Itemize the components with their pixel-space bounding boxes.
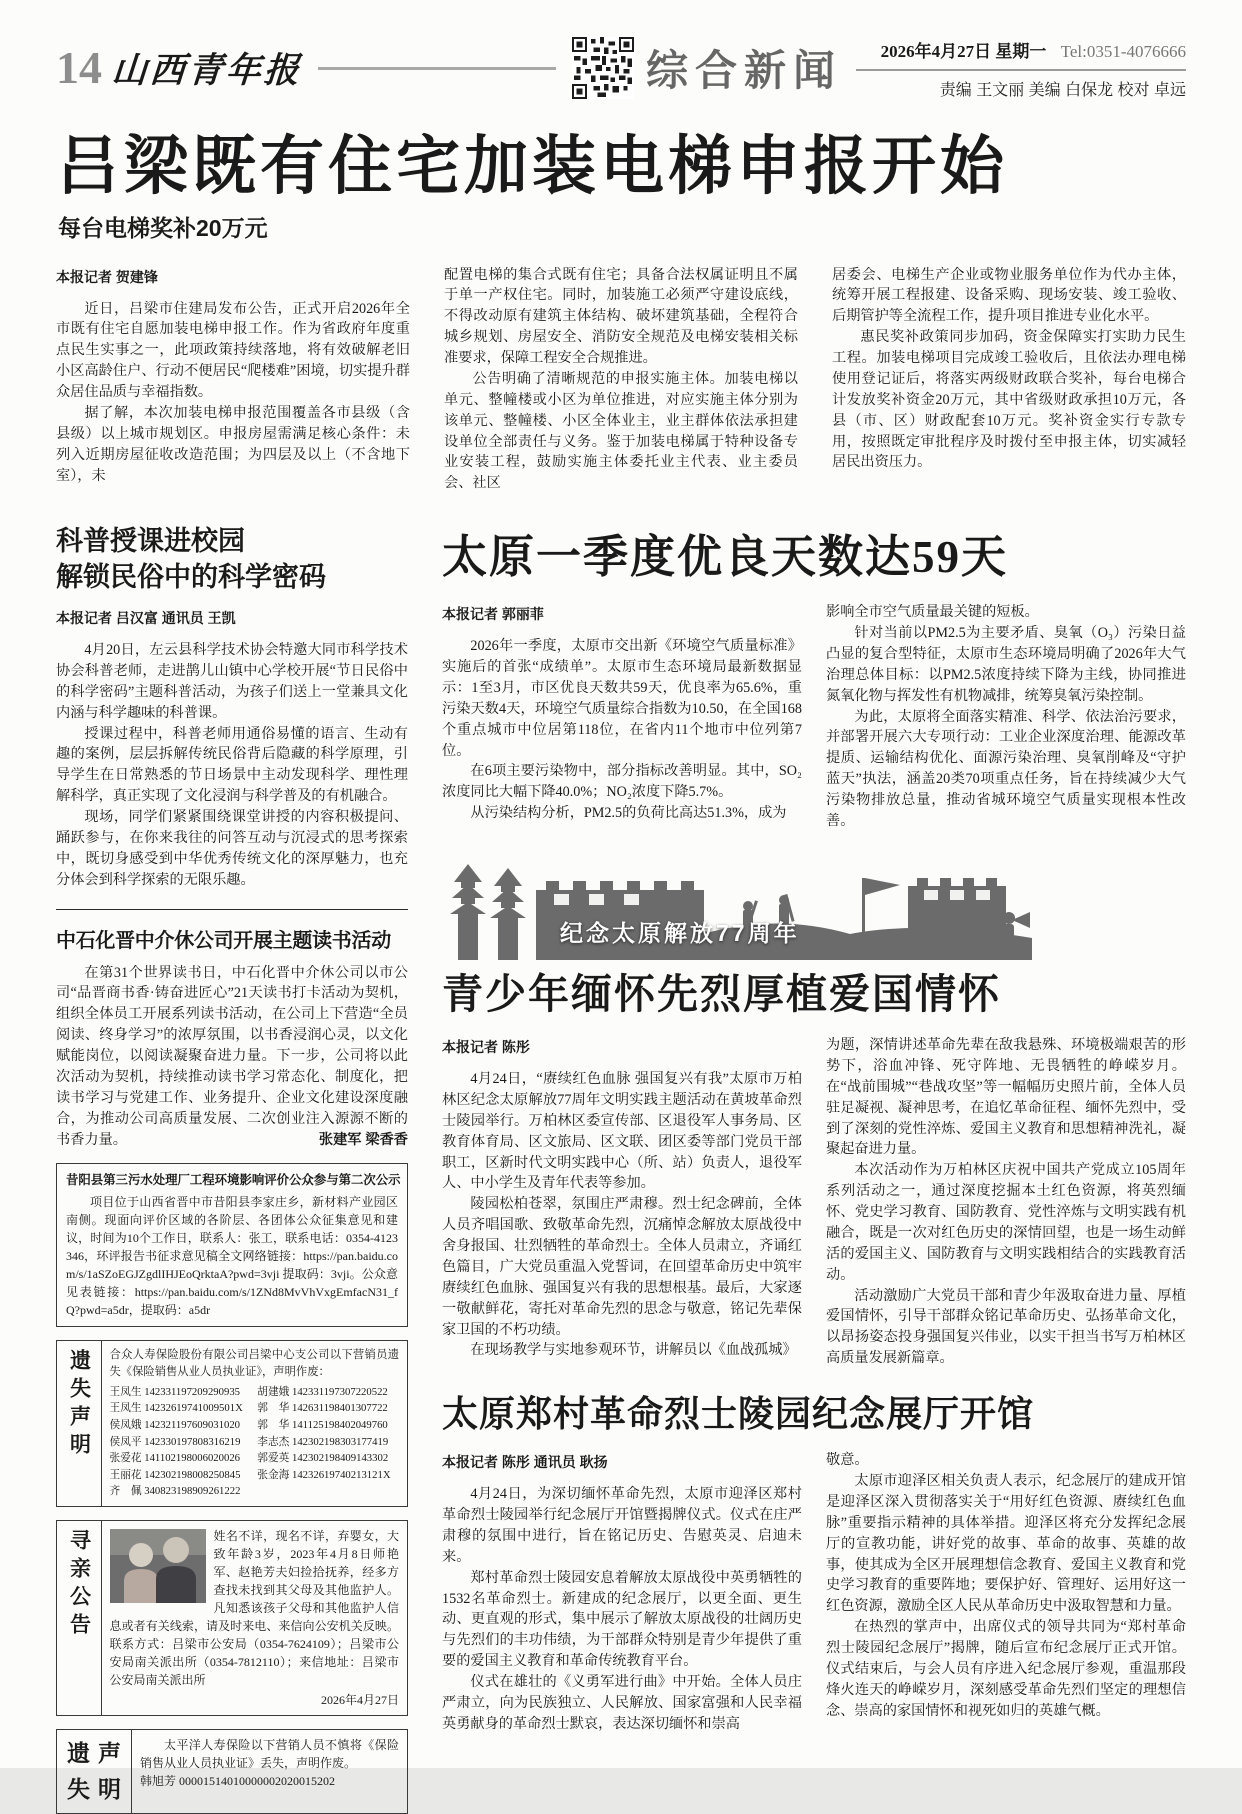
- page-number: 14: [56, 42, 102, 93]
- article-kepu: [56, 524, 408, 890]
- label-char: 声: [98, 1739, 121, 1766]
- paragraph: 现场，同学们紧紧围绕课堂讲授的内容积极提问、踊跃参与，在你来我往的问答互动与沉浸式的思考探索中，既切身感受到中华优秀传统文化的深厚魅力，也充分体会到科学探索的无限乐趣。: [56, 809, 408, 888]
- list-item: [110, 1384, 400, 1401]
- masthead: [56, 30, 1186, 106]
- paragraph: 惠民奖补政策同步加码，资金保障实打实助力民生工程。加装电梯项目完成竣工验收后，且依法办理电梯使用登记证后，将落实两级财政联合奖补，每台电梯合计发放奖补资金20万元，其中省级财政承担10万元，各县（市、区）财政配套10万元。奖补资金实行专款专用，按照既定审批程序及时拨付至申报主体，切实减轻居民出资压力。: [832, 329, 1186, 471]
- notice-xiyang-body: 项目位于山西省晋中市昔阳县李家庄乡，新材料产业园区南侧。现面向评价区域的各阶层、各团体公众征集意见和建议，时间为10个工作日，联系人：张工，联系电话：0354-4123346，环评报告书征求意见稿全文网络链接：https://pan.baidu.com/s/1aSZoEGJZgdlIHJEoQrktaA?pwd=3vji 提取码：3vji。公众意见表链接：https://pan.baidu.com/s/1ZNd8MvVhVxgEmfacN31_fQ?pwd=a5dr，提取码：a5dr: [66, 1195, 398, 1318]
- paragraph: 近日，吕梁市住建局发布公告，正式开启2026年全市既有住宅自愿加装电梯申报工作。作为省政府年度重点民生实事之一，此项政策持续落地，将有效破解老旧小区高龄住户、行动不便居民“爬楼难”困境，切实提升群众居住品质与幸福指数。: [56, 300, 410, 401]
- notice-yishi-hezhong-content: [102, 1341, 408, 1506]
- paragraph: 4月24日，为深切缅怀革命先烈，太原市迎泽区郑村革命烈士陵园举行纪念展厅开馆暨揭牌仪式。仪式在庄严肃穆的氛围中进行，旨在铭记历史、告慰英灵、启迪未来。: [442, 1486, 802, 1565]
- id-cell: 侯凤平 142330197808316219: [109, 1435, 241, 1448]
- air-column-2: [826, 602, 1186, 832]
- id-cell: 王凤生 142331197209290935: [109, 1385, 241, 1398]
- notice-xiyang: [56, 1163, 408, 1327]
- air-headline: 太原一季度优良天数达59天: [442, 532, 1009, 583]
- section-title: 综合新闻: [645, 49, 842, 95]
- notice-xunqin-date: 2026年4月27日: [320, 1692, 399, 1707]
- notice-yishi-taipingyang-body: 太平洋人寿保险以下营销人员不慎将《保险销售从业人员执业证》丢失，声明作废。: [140, 1737, 399, 1770]
- paragraph: 为题，深情讲述革命先辈在敌我悬殊、环境极端艰苦的形势下，浴血冲锋、死守阵地、无畏牺牲的峥嵘岁月。在“战前围城”“巷战攻坚”等一幅幅历史照片前，全体人员驻足凝视、凝神思考，在追忆革命征程、缅怀先烈中，受到了深刻的党性淬炼、爱国主义教育和思想精神洗礼，凝聚起奋进力量。: [826, 1037, 1186, 1158]
- id-list: [110, 1384, 400, 1500]
- qingshaonian-body: [442, 1035, 1186, 1369]
- notice-xunqin-label: 寻亲公告: [57, 1521, 102, 1715]
- notice-yishi-taipingyang-entry: 韩旭芳 00001514010000002020015202: [140, 1773, 336, 1788]
- list-item: [110, 1450, 400, 1467]
- qingshaonian-column-1: [442, 1035, 802, 1369]
- lead-column-2: [444, 265, 798, 495]
- notice-yishi-hezhong-intro: 合众人寿保险股份有限公司吕梁中心支公司以下营销员遗失《保险销售从业人员执业证》，声明作废：: [109, 1349, 399, 1378]
- paragraph: 2026年一季度，太原市交出新《环境空气质量标准》实施后的首张“成绩单”。太原市生态环境局最新数据显示：1至3月，市区优良天数共59天，优良率为65.6%，重污染天数4天，环境空气质量综合指数为10.50，在全国168个重点城市中位居第118位，在省内11个地市中位列第7位。: [442, 638, 802, 759]
- paragraph: 在6项主要污染物中，部分指标改善明显。其中，SO₂浓度同比大幅下降40.0%；NO₂浓度下降5.7%。: [442, 763, 802, 801]
- zhengcun-byline: 本报记者 陈彤 通讯员 耿扬: [442, 1454, 608, 1471]
- left-section: [56, 520, 408, 1814]
- paragraph: [56, 963, 408, 1151]
- article-zhongshihua: [56, 924, 408, 1151]
- id-cell: 侯凤娥 142321197609031020: [109, 1419, 241, 1432]
- id-cell: 王凤生 14232619741009501X: [109, 1402, 243, 1415]
- id-cell: 张金海 14232619740213121X: [257, 1468, 391, 1481]
- air-byline: 本报记者 郭丽菲: [442, 606, 544, 623]
- label-char: 失: [67, 1776, 90, 1803]
- qingshaonian-column-2: [826, 1035, 1186, 1369]
- section-divider: [56, 909, 408, 910]
- kepu-byline: 本报记者 吕汉富 通讯员 王凯: [56, 610, 236, 627]
- zhongshihua-authors: 张建军 梁香香: [318, 1131, 408, 1148]
- notice-yishi-taipingyang: [56, 1729, 408, 1814]
- banner-title: 纪念太原解放77周年: [560, 919, 800, 946]
- right-section: [442, 520, 1186, 1814]
- tel-text: Tel:0351-4076666: [1060, 41, 1186, 61]
- lead-headline: 吕梁既有住宅加装电梯申报开始: [56, 131, 1008, 202]
- notice-yishi-hezhong-label: 遗失声明: [57, 1341, 102, 1506]
- notice-yishi-taipingyang-label: [57, 1730, 132, 1813]
- paragraph: 活动激励广大党员干部和青少年汲取奋进力量、厚植爱国情怀，引导干部群众铭记革命历史、弘扬革命文化，以昂扬姿态投身强国复兴伟业，以实干担当书写万柏林区高质量发展新篇章。: [826, 1287, 1186, 1367]
- paragraph: 4月24日，“赓续红色血脉 强国复兴有我”太原市万柏林区纪念太原解放77周年文明实践主题活动在黄坡革命烈士陵园举行。万柏林区委宣传部、区退役军人事务局、区教育体育局、区文旅局、区文联、团区委等部门党员干部职工，区新时代文明实践中心（所、站）负责人，退役军人、中小学生及青年代表等参加。: [442, 1071, 802, 1192]
- list-item: [110, 1417, 400, 1434]
- lead-subhead: 每台电梯奖补20万元: [58, 214, 268, 241]
- id-cell: 王丽花 142302198008250845: [109, 1468, 241, 1481]
- main-grid: [56, 520, 1186, 1814]
- paragraph: 在现场教学与实地参观环节，讲解员以《血战孤城》: [470, 1342, 797, 1359]
- article-zhengcun: [442, 1393, 1186, 1735]
- id-cell: 郭爱英 142302198409143302: [257, 1452, 389, 1465]
- air-body: [442, 602, 1186, 832]
- editors-line: 责编 王文丽 美编 白保龙 校对 卓远: [939, 81, 1186, 99]
- paragraph: 公告明确了清晰规范的申报实施主体。加装电梯以单元、整幢楼或小区为单位推进，对应实施主体分别为该单元、整幢楼、小区全体业主，业主群体依法承担建设单位全部责任与义务。鉴于加装电梯属于特种设备专业安装工程，鼓励实施主体委托业主代表、业主委员会、社区: [444, 370, 798, 492]
- zhengcun-body: [442, 1450, 1186, 1735]
- paragraph: 据了解，本次加装电梯申报范围覆盖各市县级（含县级）以上城市规划区。申报房屋需满足核心条件：未列入近期房屋征收改造范围；为四层及以上（不含地下室），未: [56, 404, 410, 484]
- paragraph: 从污染结构分析，PM2.5的负荷比高达51.3%，成为: [470, 805, 787, 822]
- paragraph: 郑村革命烈士陵园安息着解放太原战役中英勇牺牲的1532名革命烈士。新建成的纪念展厅，以更全面、更生动、更直观的形式，集中展示了解放太原战役的壮阔历史与先烈们的丰功伟绩，为干部群众特别是青少年提供了重要的爱国主义教育和革命传统教育平台。: [442, 1569, 802, 1670]
- zhengcun-column-2: [826, 1450, 1186, 1735]
- label-char: 明: [98, 1776, 121, 1803]
- lead-column-1: [56, 265, 410, 495]
- qingshaonian-headline: 青少年缅怀先烈厚植爱国情怀: [442, 970, 1001, 1017]
- kepu-headline-line1: 科普授课进校园: [56, 526, 245, 557]
- list-item: [110, 1467, 400, 1484]
- zhengcun-headline: 太原郑村革命烈士陵园纪念展厅开馆: [442, 1394, 1035, 1435]
- paragraph: 陵园松柏苍翠，氛围庄严肃穆。烈士纪念碑前，全体人员齐唱国歌、致敬革命先烈，沉痛悼念解放太原战役中舍身报国、壮烈牺牲的革命烈士。全体人员肃立，齐诵红色篇目，广大党员重温入党誓词，在回望革命历史中筑牢赓续红色血脉、强国复兴有我的思想根基。最后，大家逐一敬献鲜花，寄托对革命先烈的思念与敬意，铭记先辈保家卫国的不朽功绩。: [442, 1196, 802, 1338]
- list-item: [110, 1483, 400, 1500]
- id-cell: 胡建娥 142331197307220522: [257, 1385, 388, 1398]
- lead-byline: 本报记者 贺建锋: [56, 268, 158, 285]
- paragraph: 敬意。: [826, 1452, 869, 1469]
- paragraph: 配置电梯的集合式既有住宅；具备合法权属证明且不属于单一产权住宅。同时，加装施工必须严守建设底线，不得改动原有建筑主体结构、破坏建筑基础，全程符合城乡规划、房屋安全、消防安全规范及电梯安装相关标准要求，保障工程安全合规推进。: [444, 266, 798, 367]
- notice-yishi-hezhong: [56, 1340, 408, 1507]
- qr-code-icon: [572, 37, 634, 99]
- notice-xunqin-body: 姓名不详，现名不详，弃婴女，大致年龄3岁，2023年4月8日师艳军、赵艳芳夫妇捡拾抚养，经多方查找未找到其父母及其他监护人。凡知悉该孩子父母和其他监护人信息或者有关线索，请及时来电、来信向公安机关反映。联系方式：吕梁市公安局（0354-7624109）；吕梁市公安局南关派出所（0354-7812110）；来信地址：吕梁市公安局南关派出所: [109, 1528, 399, 1687]
- list-item: [110, 1434, 400, 1451]
- article-qingshaonian: [442, 970, 1186, 1369]
- lead-column-3: [832, 265, 1186, 495]
- article-lead: [56, 130, 1186, 494]
- paragraph: 仪式在雄壮的《义勇军进行曲》中开始。全体人员庄严肃立，向为民族独立、人民解放、国家富强和人民幸福英勇献身的革命烈士默哀，表达深切缅怀和崇高: [442, 1674, 802, 1732]
- liberation-anniversary-banner: [442, 856, 1032, 960]
- paragraph: 为此，太原将全面落实精准、科学、依法治污要求，并部署开展六大专项行动：工业企业深度治理、能源改革提质、运输结构优化、面源污染治理、臭氧削峰及“守护蓝天”执法，涵盖20类70项重点任务，旨在持续减少大气污染物排放总量，推动省城环境空气质量实现根本性改善。: [826, 708, 1186, 829]
- lead-body: [56, 265, 1186, 495]
- paragraph: 授课过程中，科普老师用通俗易懂的语言、生动有趣的案例，层层拆解传统民俗背后隐藏的科学原理，引导学生在日常熟悉的节日场景中主动发现科学、理性理解科学，真正实现了文化浸润与科学普及的有机融合。: [56, 725, 408, 805]
- id-cell: 郭 华 142631198401307722: [257, 1402, 388, 1415]
- date-line: [856, 37, 1186, 71]
- date-text: 2026年4月27日: [880, 41, 992, 61]
- article-air-quality: [442, 530, 1186, 832]
- notice-xunqin: [56, 1520, 408, 1716]
- notice-xunqin-content: [102, 1521, 408, 1715]
- paragraph: 太原市迎泽区相关负责人表示，纪念展厅的建成开馆是迎泽区深入贯彻落实关于“用好红色资源、赓续红色血脉”重要指示精神的具体举措。迎泽区将充分发挥纪念展厅的宣教功能，讲好党的故事、革命的故事、英雄的故事，使其成为全区开展理想信念教育、爱国主义教育和党史学习教育的重要阵地；要保护好、管理好、运用好这一红色资源，激励全区人民从革命历史中汲取智慧和力量。: [826, 1473, 1186, 1615]
- weekday-text: 星期一: [995, 41, 1047, 61]
- zhongshihua-headline: 中石化晋中介休公司开展主题读书活动: [56, 929, 391, 952]
- label-char: 遗: [67, 1739, 90, 1766]
- masthead-right: [856, 37, 1186, 100]
- kepu-headline-line2: 解锁民俗中的科学密码: [56, 562, 326, 593]
- paragraph: 针对当前以PM2.5为主要矛盾、臭氧（O₃）污染日益凸显的复合型特征，太原市生态环境局明确了2026年大气治理总体目标：以PM2.5浓度持续下降为主线，协同推进氮氧化物与挥发性有机物减排，统筹臭氧污染控制。: [826, 625, 1186, 704]
- paragraph: 本次活动作为万柏林区庆祝中国共产党成立105周年系列活动之一，通过深度挖掘本土红色资源，将英烈缅怀、党史学习教育、国防教育、党性淬炼与文明实践有机融合，既是一次对红色历史的深情回望，也是一场生动鲜活的爱国主义、国防教育与文明实践相结合的实践教育活动。: [826, 1162, 1186, 1283]
- missing-child-photo: [110, 1529, 206, 1603]
- id-cell: 张爱花 141102198006020026: [109, 1452, 241, 1465]
- id-cell: [257, 1483, 399, 1500]
- qingshaonian-byline: 本报记者 陈彤: [442, 1039, 530, 1056]
- masthead-rule: [318, 67, 556, 70]
- air-column-1: [442, 602, 802, 832]
- paragraph: 居委会、电梯生产企业或物业服务单位作为代办主体，统筹开展工程报建、设备采购、现场安装、竣工验收、后期管护等全流程工作，提升项目推进专业化水平。: [832, 266, 1186, 325]
- list-item: [110, 1400, 400, 1417]
- paragraph: 在热烈的掌声中，出席仪式的领导共同为“郑村革命烈士陵园纪念展厅”揭牌，随后宣布纪念展厅正式开馆。仪式结束后，与会人员有序进入纪念展厅参观，重温那段烽火连天的峥嵘岁月，深刻感受革命先烈们坚定的理想信念、崇高的家国情怀和视死如归的英雄气概。: [826, 1619, 1186, 1719]
- kepu-headline: [56, 524, 408, 596]
- notice-xiyang-title: 昔阳县第三污水处理厂工程环境影响评价公众参与第二次公示: [66, 1173, 401, 1188]
- paragraph: 影响全市空气质量最关键的短板。: [826, 604, 1039, 621]
- notice-yishi-taipingyang-content: [132, 1730, 407, 1813]
- paper-name-logo: 山西青年报: [110, 51, 304, 90]
- id-cell: 齐 佩 340823198909261222: [109, 1485, 241, 1498]
- id-cell: 李志杰 142302198303177419: [257, 1435, 389, 1448]
- id-cell: 郭 华 141125198402049760: [257, 1419, 388, 1432]
- zhongshihua-text: 在第31个世界读书日，中石化晋中介休公司以市公司“品晋商书香·铸奋进匠心”21天读书打卡活动为契机，组织全体员工开展系列读书活动，在公司上下营造“全员阅读、终身学习”的浓厚氛围，以书香浸润心灵，以文化赋能岗位，以阅读凝聚奋进力量。下一步，公司将以此次活动为契机，持续推动读书学习常态化、制度化，把读书学习与党建工作、业务提升、企业文化建设深度融合，为推动公司高质量发展、二次创业注入源源不断的书香力量。: [56, 964, 408, 1148]
- zhengcun-column-1: [442, 1450, 802, 1735]
- paragraph: 4月20日，左云县科学技术协会特邀大同市科学技术协会科普老师，走进鹊儿山镇中心学校开展“节日民俗中的科学密码”主题科普活动，为孩子们送上一堂兼具文化内涵与科学趣味的科普课。: [56, 642, 408, 721]
